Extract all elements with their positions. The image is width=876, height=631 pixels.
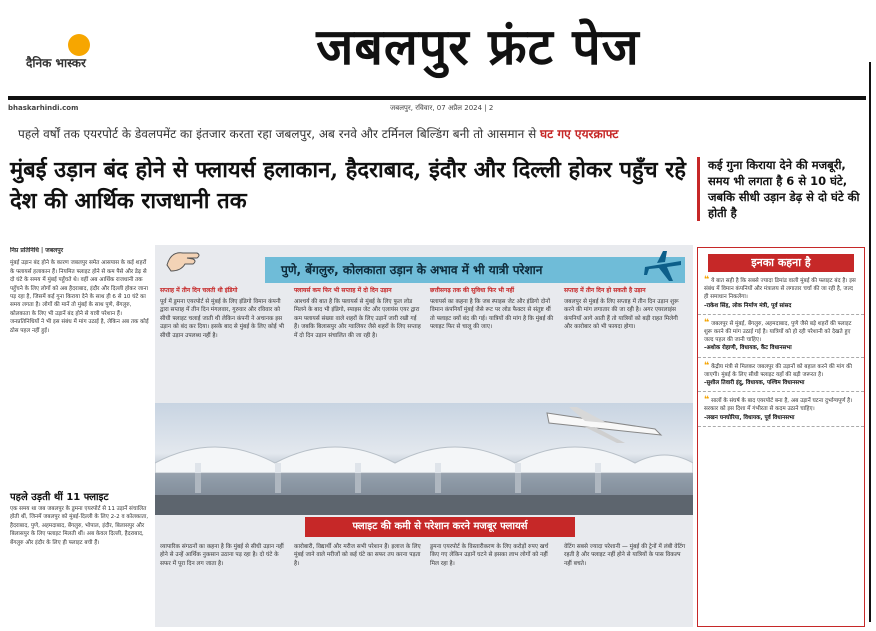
dateline: जबलपुर, रविवार, 07 अप्रैल 2024 | 2 <box>390 104 494 112</box>
kicker <box>18 125 618 142</box>
brand-name: दैनिक भास्कर <box>26 56 86 70</box>
story-4 <box>561 285 691 403</box>
opinion-text: सालों के संघर्ष के बाद एयरपोर्ट बना है, अब उड़ानें घटना दुर्भाग्यपूर्ण है। सरकार को इस दिशा में गंभीरता से कदम उठाने चाहिए। <box>704 398 853 413</box>
opinion-item <box>698 392 864 427</box>
opinion-author: -राकेश सिंह, लोक निर्माण मंत्री, पूर्व सांसद <box>704 302 792 309</box>
page-title: जबलपुर फ्रंट पेज <box>316 17 640 76</box>
opinion-author: -सुशील तिवारी इंदु, विधायक, पश्चिम विधानसभा <box>704 380 805 387</box>
quote-icon: ❝ <box>704 360 710 371</box>
opinion-item <box>698 358 864 393</box>
opinion-item <box>698 315 864 358</box>
story-title: फ्लायर्स कम फिर भी सप्ताह में दो दिन उड़ान <box>294 287 392 294</box>
bottom-story-1: व्यापारिक संगठनों का कहना है कि मुंबई से सीधी उड़ान नहीं होने से उन्हें आर्थिक नुकसान उठाना पड़ रहा है। दो घंटे के सफर में पूरा दिन लग जाता है। <box>160 544 284 567</box>
story-body: पूर्व में डुमना एयरपोर्ट से मुंबई के लिए इंडिगो विमान कंपनी द्वारा सप्ताह में तीन दिन मंगलवार, गुरुवार और रविवार को सीधी फ्लाइट चलाई जाती थी लेकिन कंपनी ने अचानक इस उड़ान को बंद कर दिया। इसके बाद से मुंबई के लिए कोई भी सीधी उड़ान उपलब्ध नहीं है। <box>160 298 285 339</box>
opinion-author: -लखन घनघोरिया, विधायक, पूर्व विधानसभा <box>704 414 795 421</box>
left-subhead: पहले उड़ती थीं 11 फ्लाइट <box>10 492 109 503</box>
story-2 <box>291 285 425 403</box>
feature-banner: पुणे, बेंगलुरु, कोलकाता उड़ान के अभाव में भी यात्री परेशान <box>265 257 685 283</box>
bottom-story-3: डुमना एयरपोर्ट के विस्तारीकरण के लिए करोड़ों रुपए खर्च किए गए लेकिन उड़ानें घटने से इसका लाभ लोगों को नहीं मिल रहा है। <box>430 544 549 567</box>
main-headline: मुंबई उड़ान बंद होने से फ्लायर्स हलाकान, हैदराबाद, इंदौर और दिल्ली होकर पहुँच रहे देश की आर्थिक राजधानी तक <box>10 157 686 214</box>
airplane-icon <box>643 247 683 283</box>
story-3 <box>427 285 559 403</box>
bottom-story-2: कारोबारी, विद्यार्थी और मरीज सभी परेशान हैं। इलाज के लिए मुंबई जाने वाले मरीजों को कई घंटे का सफर तय करना पड़ता है। <box>294 544 421 567</box>
masthead-divider <box>8 96 866 100</box>
opinion-text: जबलपुर से मुंबई, बेंगलुरु, अहमदाबाद, पुणे जैसे बड़े शहरों की फ्लाइट शुरू करने की मांग उठाई गई है। यात्रियों को हो रही परेशानी को देखते हुए जल्द पहल की जानी चाहिए। <box>704 320 852 344</box>
opinion-heading: इनका कहना है <box>708 254 854 272</box>
feature-panel <box>155 245 693 627</box>
left-body: मुंबई उड़ान बंद होने के कारण जबलपुर समेत आसपास के कई शहरों के फ्लायर्स हलाकान हैं। नियमित फ्लाइट होने से कम पैसे और डेढ़ से दो घंटे के समय में मुंबई पहुँचते थे। वहीं अब आर्थिक राजधानी तक पहुँचने के लिए लोगों को अब हैदराबाद, इंदौर और दिल्ली होकर जाना पड़ रहा है, जिसमें कई गुना किराया देने के साथ ही 6 से 10 घंटे का समय लगता है। लोगों की मानें तो मुंबई के साथ पुणे, बेंगलुरु, कोलकाता के लिए भी उड़ानें बंद होने से यात्री परेशान हैं। जनप्रतिनिधियों ने भी इस संबंध में मांग उठाई है, लेकिन अब तक कोई ठोस पहल नहीं हुई। <box>10 260 149 334</box>
opinion-text: ये बात सही है कि सबसे ज्यादा डिमांड वाली मुंबई की फ्लाइट बंद है। इस संबंध में विमान कंपनियों और मंत्रालय से लगातार चर्चा की जा रही है, जल्द ही समाधान निकलेगा। <box>704 278 856 301</box>
story-title: सप्ताह में तीन दिन हो सकती है उड़ान <box>564 287 646 294</box>
opinion-author: -अशोक रोहाणी, विधायक, कैंट विधानसभा <box>704 345 792 352</box>
story-body: फ्लायर्स का कहना है कि जब स्पाइस जेट और इंडिगो दोनों विमान कंपनियाँ मुंबई जैसे रूट पर लोड फैक्टर से संतुष्ट थीं तो फ्लाइट क्यों बंद की गई। यात्रियों की मांग है कि मुंबई की फ्लाइट फिर से चालू की जाए। <box>430 298 554 331</box>
photo-caption: फ्लाइट की कमी से परेशान करने मजबूर फ्लायर्स <box>305 517 575 537</box>
page-title-box <box>158 4 798 90</box>
opinion-box <box>697 247 865 627</box>
bottom-story-4: वेटिंग सबसे ज्यादा परेशानी — मुंबई की ट्रेनों में लंबी वेटिंग रहती है और फ्लाइट नहीं होने से यात्रियों के पास विकल्प नहीं बचते। <box>564 544 686 567</box>
story-title: छत्तीसगढ़ तक की सुविधा फिर भी नहीं <box>430 287 515 294</box>
left-body-2: एक समय था जब जबलपुर के डुमना एयरपोर्ट से 11 उड़ानें संचालित होती थीं, जिनमें जबलपुर को मुंबई-दिल्ली के लिए 2-2 व कोलकाता, हैदराबाद, पुणे, अहमदाबाद, बेंगलुरु, भोपाल, इंदौर, बिलासपुर और बिलासपुर के लिए फ्लाइट मिलती थीं। अब केवल दिल्ली, हैदराबाद, बेंगलुरु और इंदौर के लिए ही फ्लाइट बची हैं। <box>10 506 149 546</box>
kicker-text: पहले वर्षों तक एयरपोर्ट के डेवलपमेंट का इंतजार करता रहा जबलपुर, अब रनवे और टर्मिनल बिल्डिंग बनी तो आसमान से <box>18 127 537 141</box>
page-edge-divider <box>869 62 871 622</box>
quote-icon: ❝ <box>704 317 710 328</box>
story-body: जबलपुर से मुंबई के लिए सप्ताह में तीन दिन उड़ान शुरू करने की मांग लगातार की जा रही है। अगर एयरलाइंस कंपनियाँ आगे आती हैं तो यात्रियों को बड़ी राहत मिलेगी और कारोबार को भी फायदा होगा। <box>564 298 679 331</box>
airport-terminal-photo <box>155 403 693 515</box>
site-url[interactable]: bhaskarhindi.com <box>8 104 79 112</box>
opinion-text: केंद्रीय मंत्री से मिलकर जबलपुर की उड़ानों को बहाल करने की मांग की जाएगी। मुंबई के लिए सीधी फ्लाइट यहाँ की बड़ी जरूरत है। <box>704 363 852 378</box>
story-1 <box>157 285 289 403</box>
hand-icon <box>163 245 203 279</box>
byline: निप्र प्रतिनिधि | जबलपुर <box>10 247 64 254</box>
quote-icon: ❝ <box>704 275 710 285</box>
kicker-highlight: घट गए एयरक्राफ्ट <box>540 127 619 141</box>
masthead <box>8 4 866 90</box>
side-deck: कई गुना किराया देने की मजबूरी, समय भी लगता है 6 से 10 घंटे, जबकि सीधी उड़ान डेढ़ से दो घंटे की होती है <box>697 157 867 221</box>
opinion-item <box>698 272 864 315</box>
dainik-bhaskar-logo[interactable] <box>26 34 106 70</box>
story-title: सप्ताह में तीन दिन चलती थी इंडिगो <box>160 287 238 294</box>
quote-icon: ❝ <box>704 395 710 406</box>
story-body: आश्चर्य की बात है कि फ्लायर्स से मुंबई के लिए फुल लोड मिलने के बाद भी इंडिगो, स्पाइस जेट और एलायंस एयर द्वारा कम फ्लायर्स संख्या वाले शहरों के लिए उड़ानें जारी रखी गई हैं। जबकि बिलासपुर और ग्वालियर जैसे शहरों के लिए सप्ताह में दो दिन उड़ान संचालित की जा रही है। <box>294 298 421 339</box>
sun-icon <box>68 34 90 56</box>
